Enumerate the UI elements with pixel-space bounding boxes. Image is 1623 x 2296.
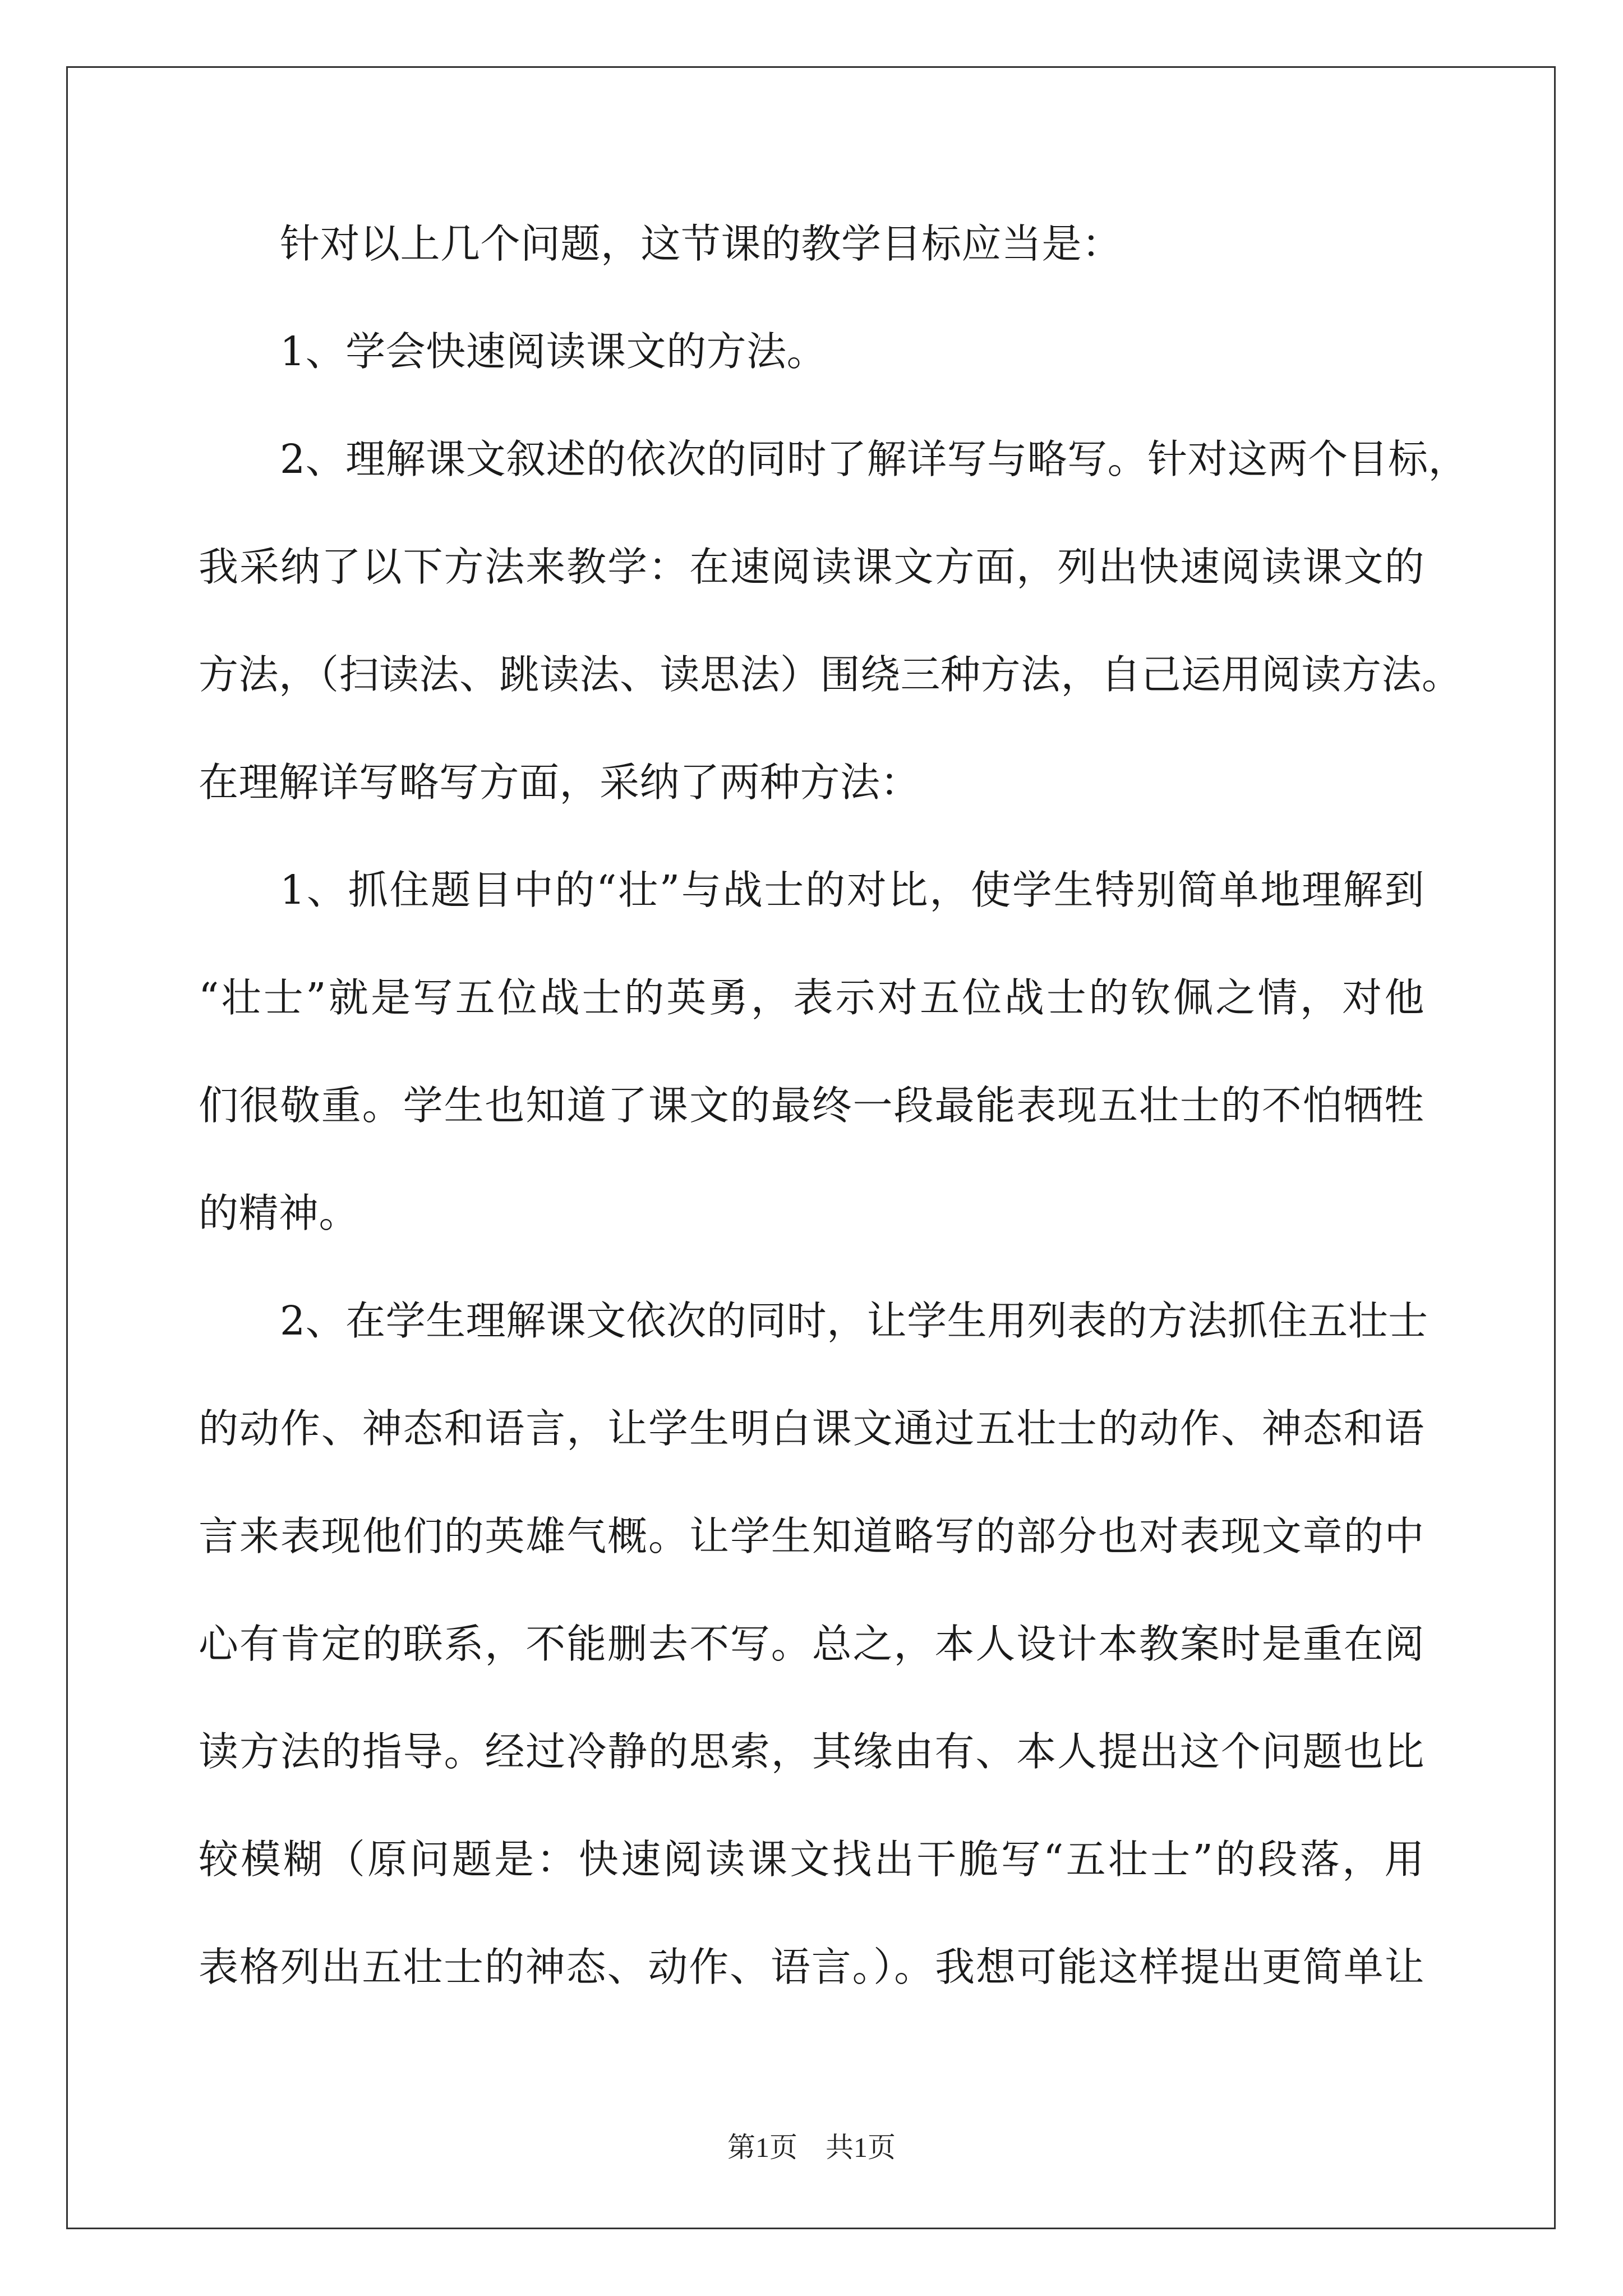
text-line: 1、学会快速阅读课文的方法。 (280, 328, 827, 375)
text-line: 心有肯定的联系，不能删去不写。总之，本人设计本教案时是重在阅 (199, 1621, 1424, 1667)
text-line: 们很敬重。学生也知道了课文的最终一段最能表现五壮士的不怕牺牲 (199, 1082, 1424, 1129)
text-line: 的动作、神态和语言，让学生明白课文通过五壮士的动作、神态和语 (199, 1405, 1424, 1452)
text-line: “壮士”就是写五位战士的英勇，表示对五位战士的钦佩之情，对他 (199, 974, 1424, 1021)
page-total: 共1页 (826, 2132, 896, 2163)
page-border (66, 66, 1556, 2229)
text-line: 读方法的指导。经过冷静的思索，其缘由有、本人提出这个问题也比 (199, 1728, 1424, 1775)
page-number: 第1页 (727, 2132, 797, 2163)
text-line: 针对以上几个问题，这节课的教学目标应当是： (280, 220, 1122, 267)
text-line: 2、理解课文叙述的依次的同时了解详写与略写。针对这两个目标， (280, 436, 1469, 482)
page-footer (0, 2131, 1623, 2164)
text-line: 我采纳了以下方法来教学：在速阅读课文方面，列出快速阅读课文的 (199, 544, 1424, 590)
text-line: 表格列出五壮士的神态、动作、语言。）。我想可能这样提出更简单让 (199, 1944, 1424, 1990)
text-line: 的精神。 (199, 1190, 359, 1236)
text-line: 2、在学生理解课文依次的同时，让学生用列表的方法抓住五壮士 (280, 1297, 1428, 1344)
text-line: 1、抓住题目中的“壮”与战士的对比，使学生特别简单地理解到 (280, 867, 1424, 913)
text-line: 言来表现他们的英雄气概。让学生知道略写的部分也对表现文章的中 (199, 1513, 1424, 1559)
text-line: 方法，（扫读法、跳读法、读思法）围绕三种方法，自己运用阅读方法。 (199, 651, 1462, 698)
text-line: 较模糊（原问题是：快速阅读课文找出干脆写“五壮士”的段落，用 (199, 1836, 1424, 1883)
text-line: 在理解详写略写方面，采纳了两种方法： (199, 759, 921, 806)
